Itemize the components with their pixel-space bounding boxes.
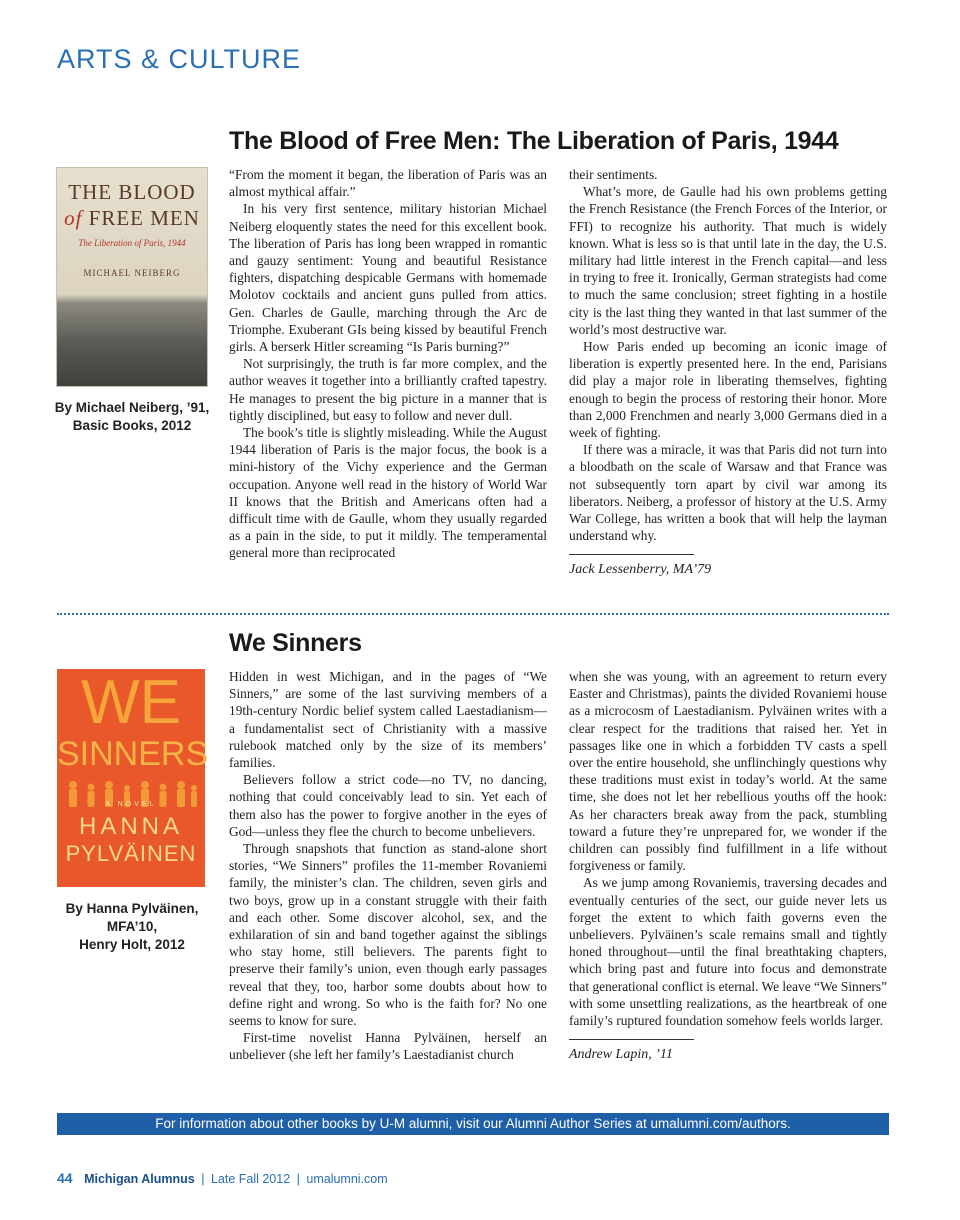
cover-author: MICHAEL NEIBERG xyxy=(83,268,181,278)
page-footer xyxy=(57,1170,388,1186)
reviewer-name: Jack Lessenberry, MA’79 xyxy=(569,562,712,578)
review-title-we-sinners: We Sinners xyxy=(229,629,362,657)
paragraph: when she was young, with an agreement to return every Easter and Christmas), paints the divided Rovaniemi house as a microcosm of Laestadianism. Pylväinen writes with a clear respect for the traditions that raised her. Yet in passages like one in which a forbidden TV casts a spell over the entire household, she unflinchingly questions why these traditions must exist in today’s world. At the same time, she does not let her rebellious youths off the hook: As her characters break away from the pack, stumbling toward a future they’re unprepared for, we wonder if the children can possibly find fulfillment in a life without forgiveness or family. xyxy=(569,669,887,874)
review1-column-right xyxy=(569,166,887,579)
page-number: 44 xyxy=(57,1170,73,1186)
footer-separator: | xyxy=(296,1172,300,1186)
review2-column-left xyxy=(229,668,547,1064)
paragraph: How Paris ended up becoming an iconic image of liberation is expertly presented here. In the end, Parisians did play a major role in liberating themselves, fighting enough to begin the process of restoring their honor. More than 2,000 Frenchmen and nearly 3,000 Germans died in a week of fighting. xyxy=(569,339,887,441)
review2-column-right xyxy=(569,668,887,1063)
reviewer-rule xyxy=(569,554,694,555)
review1-column-left xyxy=(229,166,547,562)
paragraph: The book’s title is slightly misleading. While the August 1944 liberation of Paris is the major focus, the book is a mini-history of the Vichy experience and the German occupation. Anyone well read in the history of World War II knows that the British and Americans often had a difficult time with de Gaulle, whom they usually regarded as a pain in the side, to put it mildly. The temperamental general more than reciprocated xyxy=(229,425,547,561)
byline-line: MFA’10, xyxy=(106,919,158,934)
paragraph: In his very first sentence, military historian Michael Neiberg eloquently states the need for this excellent book. The liberation of Paris has long been wrapped in romantic and gauzy sentiment: Young and beautiful Resistance fighters, dispatching despicable Germans with homemade Molotov cocktails and ancient guns pulled from attics. Gen. Charles de Gaulle, marching through the Arc de Triomphe. Exuberant GIs being kissed by beautiful French girls. A berserk Hitler screaming “Is Paris burning?” xyxy=(229,201,547,355)
cover-title-line2 xyxy=(57,206,207,231)
paragraph: Believers follow a strict code—no TV, no dancing, nothing that could conceivably lead to sin. Yet each of them also has the power to forgive another in the eyes of God—unless they flee the church to become unbelievers. xyxy=(229,772,547,839)
cover-author-last: PYLVÄINEN xyxy=(65,841,197,866)
byline-line: Henry Holt, 2012 xyxy=(79,937,185,952)
paragraph: As we jump among Rovaniemis, traversing decades and eventually centuries of the sect, our guide never lets us forget the extent to which faith governs even the unbelievers. Pylväinen’s scale remains small and tightly honed throughout—until the final breathtaking chapters, which bring past and future into focus and demonstrate that generational conflict is eternal. We leave “We Sinners” with some unsettling realizations, as the heartbreak of one family’s ruptured foundation somehow feels worlds larger. xyxy=(569,875,887,1029)
section-label: ARTS & CULTURE xyxy=(57,44,302,74)
cover-author-first: HANNA xyxy=(78,813,183,840)
alumni-author-banner: For information about other books by U-M alumni, visit our Alumni Author Series at umalumni.com/authors. xyxy=(57,1113,889,1135)
cover-title-of: of xyxy=(64,206,83,230)
cover-novel-tag: A NOVEL xyxy=(105,801,157,808)
byline-review1 xyxy=(48,399,216,435)
magazine-name: Michigan Alumnus xyxy=(84,1172,195,1186)
issue-label: Late Fall 2012 xyxy=(210,1172,291,1186)
review-title-blood-of-free-men: The Blood of Free Men: The Liberation of Paris, 1944 xyxy=(229,127,839,155)
cover-subtitle: The Liberation of Paris, 1944 xyxy=(78,238,186,248)
cover-title-line1: THE BLOOD xyxy=(68,180,196,204)
cover-title-free-men: FREE MEN xyxy=(82,206,200,230)
paragraph: Not surprisingly, the truth is far more complex, and the author weaves it together into a brilliantly crafted tapestry. He manages to present the big picture in a manner that is tightly disciplined, but easy to follow and never dull. xyxy=(229,356,547,423)
byline-line: By Hanna Pylväinen, xyxy=(65,901,199,916)
reviewer-rule xyxy=(569,1039,694,1040)
byline-line: Basic Books, 2012 xyxy=(72,418,192,433)
footer-separator: | xyxy=(201,1172,205,1186)
reviewer-name: Andrew Lapin, ’11 xyxy=(569,1047,673,1063)
cover-title-sinners: SINNERS xyxy=(57,735,209,773)
paragraph: Hidden in west Michigan, and in the pages of “We Sinners,” are some of the last surviving members of a 19th-century Nordic belief system called Laestadianism—a fundamentalist sect of Christianity with a massive rulebook matched only by the size of its members’ families. xyxy=(229,669,547,771)
paragraph: “From the moment it began, the liberation of Paris was an almost mythical affair.” xyxy=(229,167,547,200)
paragraph: their sentiments. xyxy=(569,167,658,182)
byline-review2 xyxy=(48,900,216,954)
book-cover-blood-of-free-men xyxy=(57,168,207,386)
byline-line: By Michael Neiberg, ’91, xyxy=(54,400,210,415)
section-divider xyxy=(57,613,889,615)
paragraph: If there was a miracle, it was that Paris did not turn into a bloodbath on the scale of Warsaw and that France was not subsequently torn apart by civil war among its liberators. Neiberg, a professor of history at the U.S. Army War College, has written a book that will help the layman understand why. xyxy=(569,442,887,544)
paragraph: What’s more, de Gaulle had his own problems getting the French Resistance (the French Forces of the Interior, or FFI) to recognize his authority. That much is widely known. What is less so is that until late in the day, the U.S. military had little interest in the French capital—and less in trying to free it. Ironically, German strategists had come to much the same conclusion; street fighting in a hostile city is the last thing they wanted in that last summer of the world’s most destructive war. xyxy=(569,184,887,337)
site-url: umalumni.com xyxy=(306,1172,388,1186)
book-cover-we-sinners xyxy=(57,668,209,887)
paragraph: Through snapshots that function as stand-alone short stories, “We Sinners” profiles the 11-member Rovaniemi family, the minister’s clan. The children, seven girls and two boys, grow up in a constant struggle with their faith and each other. Some discover alcohol, sex, and the exhilaration of sin and band together against the siblings who stay home, still believers. The parents fight to preserve their family’s union, even though early passages reveal that they, too, harbor some doubts about how to define right and wrong. So who is the faith for? No one seems to know for sure. xyxy=(229,841,547,1029)
paragraph: First-time novelist Hanna Pylväinen, herself an unbeliever (she left her family’s Laestadianist church xyxy=(229,1030,547,1063)
cover-title-we: WE xyxy=(81,668,181,737)
